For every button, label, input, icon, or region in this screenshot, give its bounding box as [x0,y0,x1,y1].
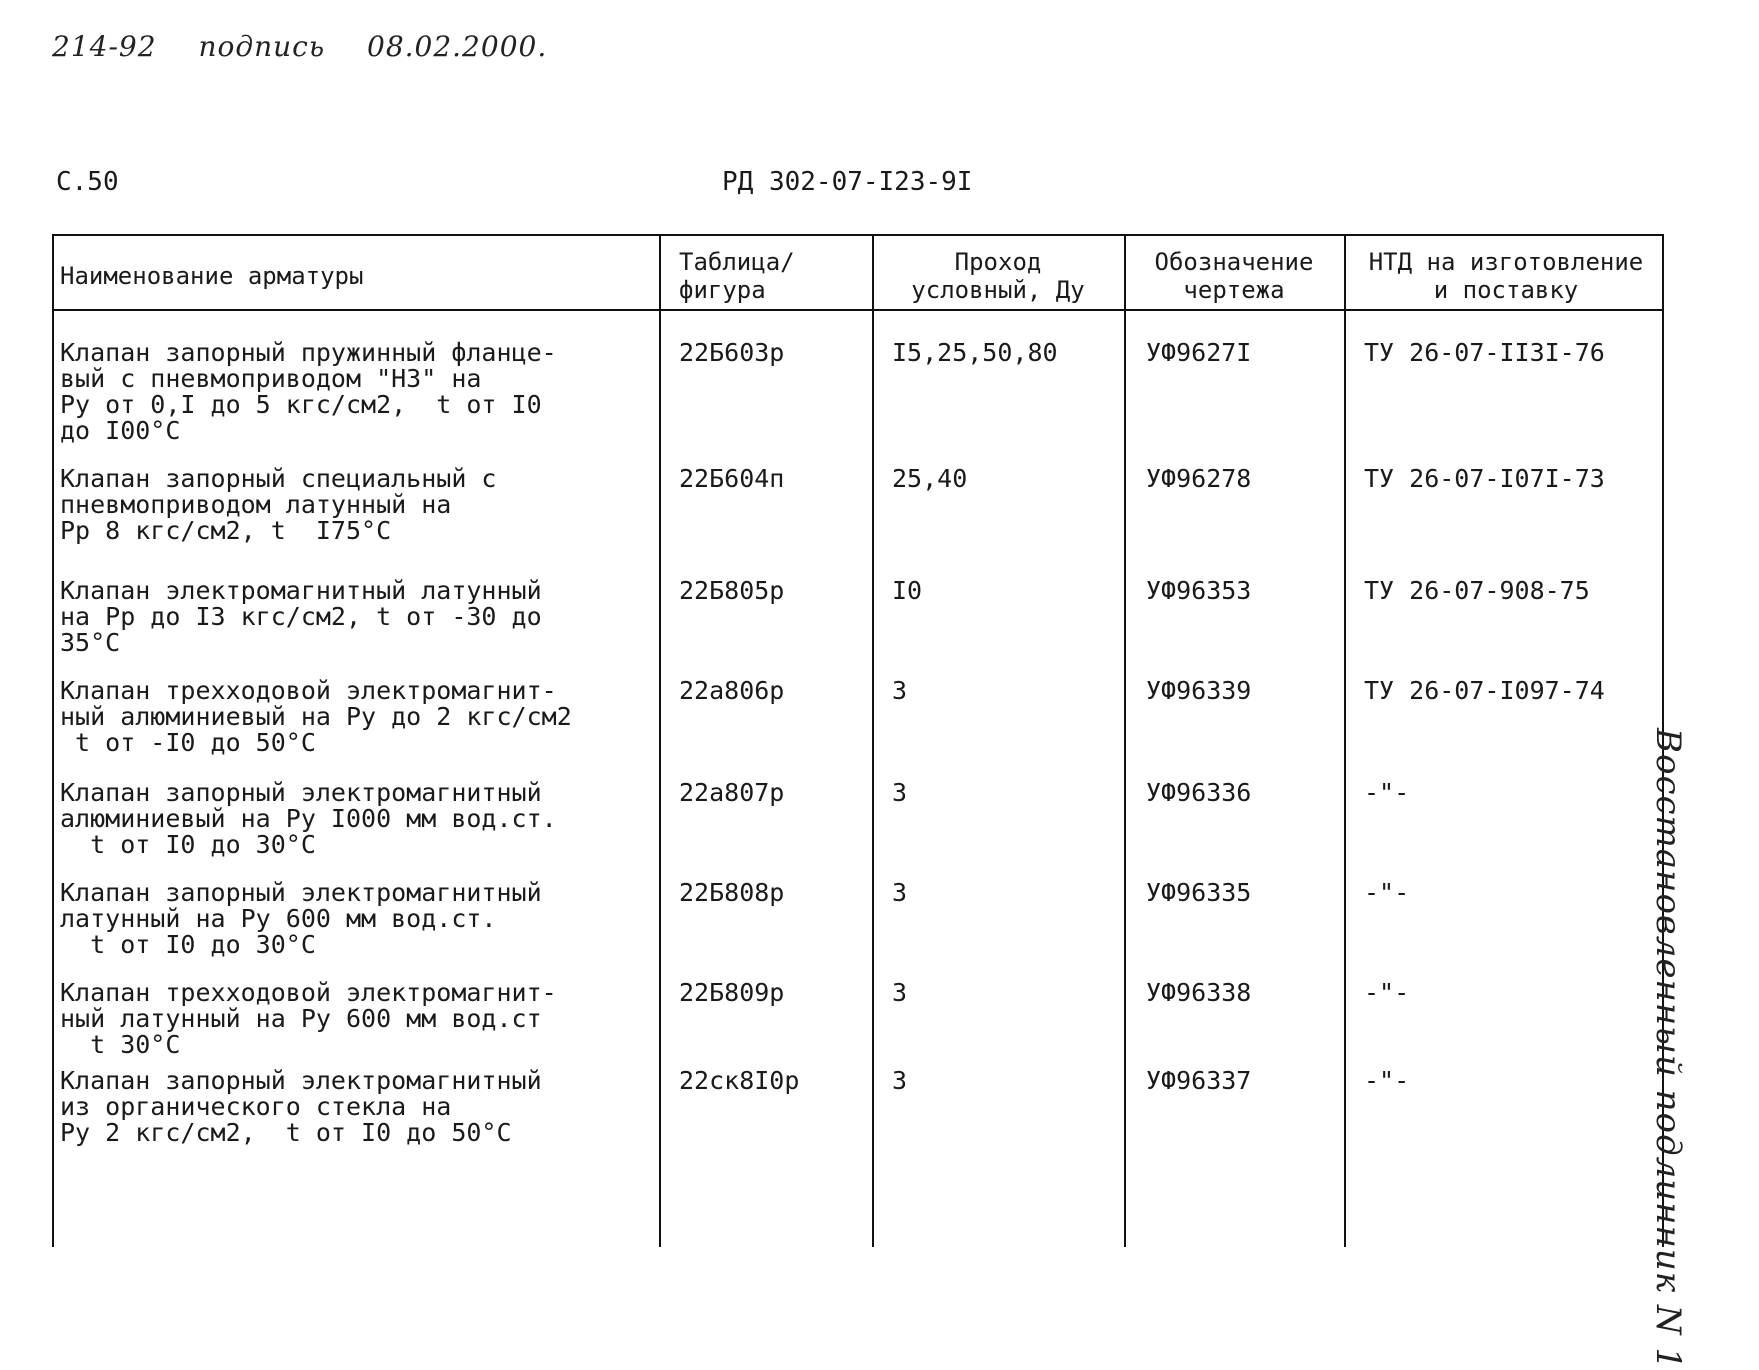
valve-name: Клапан запорный специальный с пневмоприводом латунный на Рр 8 кгс/см2, t I75°C [60,464,497,545]
signature: подпись [198,30,326,63]
valve-ntd: -"- [1364,778,1410,807]
page-number: С.50 [56,167,119,197]
valve-drawing: УФ96278 [1146,464,1252,493]
valve-passage: 3 [892,676,908,705]
valve-drawing: УФ96353 [1146,576,1252,605]
valve-ntd: -"- [1364,978,1410,1007]
valve-drawing: УФ96339 [1146,676,1252,705]
valve-figure: 22Б808р [679,878,785,907]
column-divider [1124,236,1126,1247]
valve-drawing: УФ96335 [1146,878,1252,907]
valve-ntd: ТУ 26-07-908-75 [1364,576,1590,605]
valve-figure: 22Б604п [679,464,785,493]
valve-figure: 22ск8I0р [679,1066,800,1095]
column-header-figure: Таблица/ фигура [679,248,795,304]
valve-name: Клапан запорный электромагнитный из органического стекла на Ру 2 кгс/см2, t от I0 до 50°C [60,1066,542,1147]
valve-name: Клапан запорный пружинный фланце- вый с пневмоприводом "НЗ" на Ру от 0,I до 5 кгс/см2, t от I0 до I00°C [60,338,557,445]
valve-name: Клапан запорный электромагнитный алюминиевый на Ру I000 мм вод.ст. t от I0 до 30°C [60,778,557,859]
valve-drawing: УФ96337 [1146,1066,1252,1095]
column-header-ntd: НТД на изготовление и поставку [1368,248,1644,304]
column-divider [659,236,661,1247]
valve-figure: 22а807р [679,778,785,807]
valve-name: Клапан электромагнитный латунный на Рр до I3 кгс/см2, t от -30 до 35°C [60,576,542,657]
valve-passage: 3 [892,978,908,1007]
header-divider [54,309,1662,311]
valve-passage: 3 [892,778,908,807]
column-divider [872,236,874,1247]
valve-drawing: УФ96336 [1146,778,1252,807]
valve-figure: 22а806р [679,676,785,705]
valve-passage: 25,40 [892,464,968,493]
valve-ntd: ТУ 26-07-I07I-73 [1364,464,1605,493]
column-header-name: Наименование арматуры [60,262,364,290]
column-header-passage: Проход условный, Ду [911,248,1085,304]
valve-figure: 22Б603р [679,338,785,367]
document-code: РД 302-07-I23-9I [722,167,973,197]
column-header-drawing: Обозначение чертежа [1154,248,1314,304]
valve-ntd: -"- [1364,1066,1410,1095]
valve-passage: I0 [892,576,923,605]
valve-name: Клапан запорный электромагнитный латунный на Ру 600 мм вод.ст. t от I0 до 30°C [60,878,542,959]
valve-ntd: -"- [1364,878,1410,907]
valve-drawing: УФ96338 [1146,978,1252,1007]
valve-name: Клапан трехходовой электромагнит- ный латунный на Ру 600 мм вод.ст t 30°C [60,978,557,1059]
handwritten-number: 214-92 [52,30,157,63]
valve-passage: 3 [892,878,908,907]
valves-table [52,234,1664,1247]
valve-figure: 22Б809р [679,978,785,1007]
valve-drawing: УФ9627I [1146,338,1252,367]
valve-passage: I5,25,50,80 [892,338,1058,367]
handwritten-date: 08.02.2000. [367,30,548,63]
valve-figure: 22Б805р [679,576,785,605]
column-divider [1344,236,1346,1247]
valve-ntd: ТУ 26-07-I097-74 [1364,676,1605,705]
handwritten-note [52,30,547,63]
valve-name: Клапан трехходовой электромагнит- ный алюминиевый на Ру до 2 кгс/см2 t от -I0 до 50°C [60,676,572,757]
valve-passage: 3 [892,1066,908,1095]
restored-original-note: Восстановленный подлинник N 1 [1648,728,1688,1370]
valve-ntd: ТУ 26-07-II3I-76 [1364,338,1605,367]
